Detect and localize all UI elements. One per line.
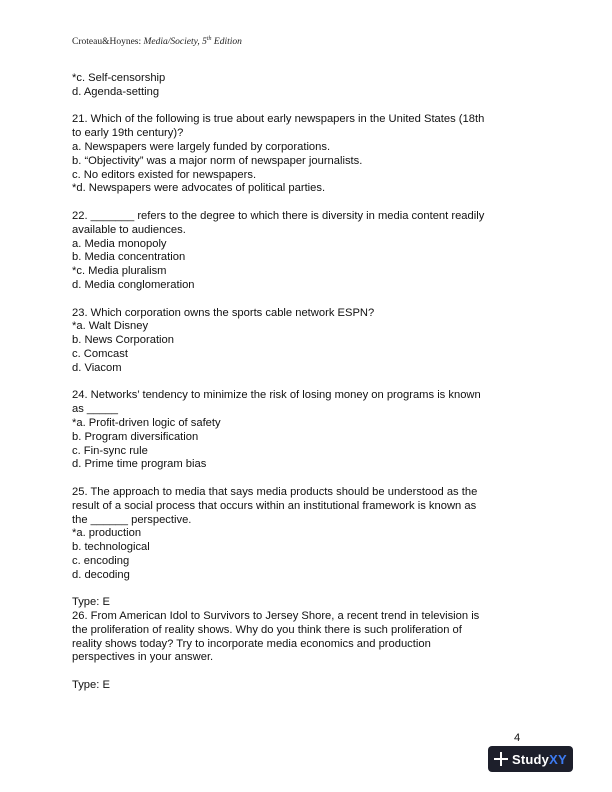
text-line: *a. production [72, 527, 142, 540]
text-line: d. Media conglomeration [72, 278, 195, 291]
blank-line [72, 582, 524, 596]
running-header [72, 37, 242, 47]
text-line: Type: E [72, 596, 110, 609]
text-line: reality shows today? Try to incorporate media economics and production [72, 637, 431, 650]
text-line: b. “Objectivity” was a major norm of newspaper journalists. [72, 154, 363, 167]
text-line: the proliferation of reality shows. Why do you think there is such proliferation of [72, 623, 462, 636]
text-line: available to audiences. [72, 223, 186, 236]
text-line: b. News Corporation [72, 334, 174, 347]
text-line: 25. The approach to media that says media products should be understood as the [72, 485, 478, 498]
text-line: 24. Networks’ tendency to minimize the risk of losing money on programs is known [72, 389, 481, 402]
blank-line [72, 472, 524, 486]
blank-line [72, 293, 524, 307]
text-line: 22. _______ refers to the degree to which there is diversity in media content readily [72, 209, 485, 222]
text-line: 23. Which corporation owns the sports cable network ESPN? [72, 306, 375, 319]
header-authors: Croteau&Hoynes: [72, 37, 144, 47]
studyxy-logo [488, 746, 573, 772]
text-line: d. Viacom [72, 361, 122, 374]
blank-line [72, 665, 524, 679]
header-edition-superscript: th [206, 36, 212, 42]
text-line: c. encoding [72, 554, 130, 567]
header-edition-word: Edition [211, 37, 242, 47]
text-line: *c. Self-censorship [72, 72, 166, 84]
text-line: c. Comcast [72, 347, 128, 360]
question-list [72, 72, 524, 693]
text-line: *d. Newspapers were advocates of political parties. [72, 182, 326, 195]
text-line: b. Media concentration [72, 251, 186, 264]
text-line: c. Fin-sync rule [72, 444, 148, 457]
text-line: d. Agenda-setting [72, 85, 160, 98]
text-line: c. No editors existed for newspapers. [72, 168, 257, 181]
text-line: *a. Profit-driven logic of safety [72, 416, 221, 429]
logo-wordmark [512, 752, 567, 767]
text-line: b. Program diversification [72, 430, 199, 443]
logo-brand-accent: XY [549, 751, 567, 767]
plus-icon [494, 752, 508, 766]
blank-line [72, 196, 524, 210]
text-line: a. Newspapers were largely funded by corporations. [72, 140, 331, 153]
text-line: Type: E [72, 679, 110, 692]
text-line: d. decoding [72, 568, 130, 581]
text-line: 21. Which of the following is true about early newspapers in the United States (18th [72, 113, 485, 126]
logo-brand-main: Study [512, 751, 550, 767]
text-line: as _____ [72, 403, 119, 416]
text-line: perspectives in your answer. [72, 651, 214, 664]
blank-line [72, 100, 524, 114]
text-line: result of a social process that occurs within an institutional framework is known as [72, 499, 477, 512]
text-line: d. Prime time program bias [72, 458, 207, 471]
page-number: 4 [514, 732, 521, 744]
blank-line [72, 376, 524, 390]
text-line: the ______ perspective. [72, 513, 192, 526]
text-line: 26. From American Idol to Survivors to Jersey Shore, a recent trend in television is [72, 610, 480, 623]
text-line: *c. Media pluralism [72, 265, 167, 278]
text-line: b. technological [72, 541, 150, 554]
header-book-title: Media/Society, 5 [143, 37, 207, 47]
text-line: to early 19th century)? [72, 127, 184, 140]
text-line: a. Media monopoly [72, 237, 167, 250]
text-line: *a. Walt Disney [72, 320, 149, 333]
